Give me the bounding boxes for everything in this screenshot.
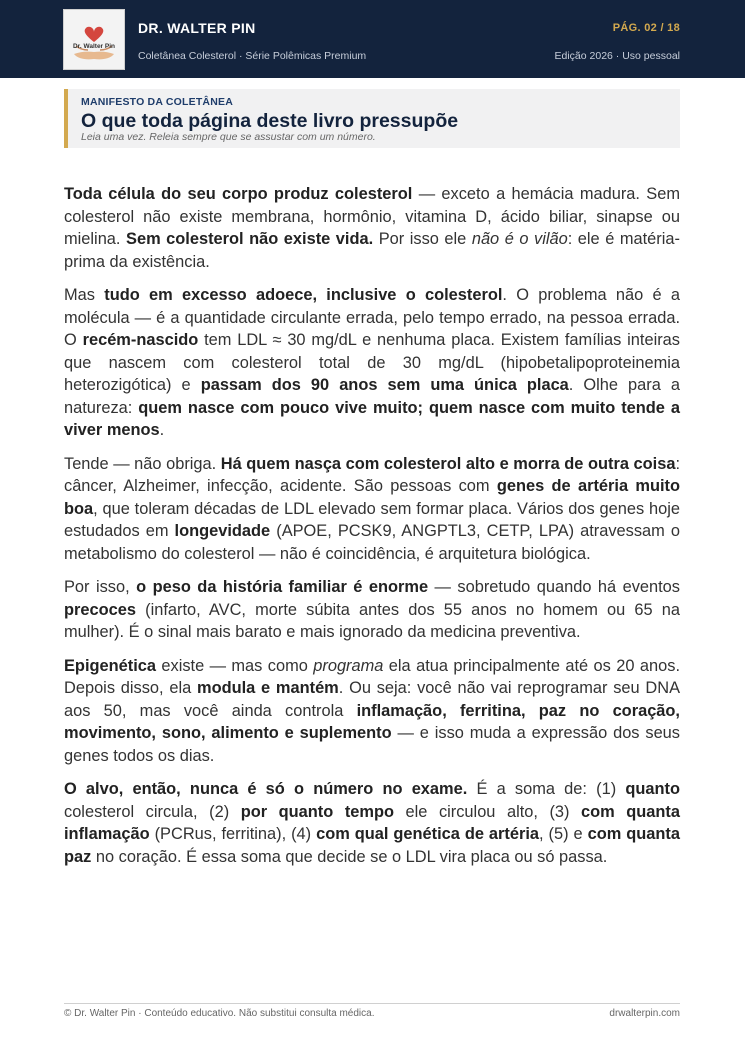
bold-text: modula e mantém [197,679,339,697]
text-run: . O problema não é a molécula — é a quantidade circulante errada, pelo tempo errado, na pessoa errada. O [64,286,680,349]
text-run: Por isso, [64,578,137,596]
text-run: , que toleram décadas de LDL elevado sem formar placa. Vários dos genes hoje estudados em [64,499,680,540]
text-run: (PCRus, ferritina), (4) [149,825,317,843]
text-run: no coração. É essa soma que decide se o LDL vira placa ou só passa. [91,847,608,866]
bold-text: passam dos 90 anos sem uma única placa [200,376,569,394]
text-run: existe — mas como [156,656,314,675]
text-run: — e isso muda a expressão dos seus genes todos os dias. [64,724,680,765]
bold-text: Toda célula do seu corpo produz colesterol [64,185,413,203]
footer-disclaimer: © Dr. Walter Pin · Conteúdo educativo. Não substitui consulta médica. [64,1008,375,1019]
italic-text: programa [313,656,384,675]
manifesto-eyebrow: MANIFESTO DA COLETÂNEA [81,96,233,108]
bold-text: quem nasce com pouco vive muito; quem nasce com muito tende a viver menos [64,398,680,439]
page-indicator: PÁG. 02 / 18 [612,22,680,34]
body-paragraph [64,183,680,273]
bold-text: longevidade [174,522,271,540]
collection-subtitle: Coletânea Colesterol · Série Polêmicas Premium [138,50,367,62]
logo-text: Dr. Walter Pin [72,43,116,50]
body-paragraph [64,778,680,868]
text-run: Por isso ele [373,230,472,248]
text-run: — exceto a hemácia madura. Sem colesterol não existe membrana, hormônio, vitamina D, ácido biliar, sinapse ou mielina. [64,185,681,248]
bold-text: com quanta inflamação [64,802,681,843]
manifesto-title: O que toda página deste livro pressupõe [81,110,459,132]
text-run: , (5) e [539,825,588,843]
text-run: : câncer, Alzheimer, infecção, acidente. São pessoas com [64,454,680,495]
bold-text: precoces [64,600,136,619]
text-run: colesterol circula, (2) [64,802,241,821]
bold-text: Sem colesterol não existe vida. [126,230,374,248]
body-paragraph [64,284,680,442]
text-run: — sobretudo quando há eventos [428,578,680,596]
footer-website: drwalterpin.com [609,1008,680,1019]
text-run: (APOE, PCSK9, ANGPTL3, CETP, LPA) atravessam o metabolismo do colesterol — não é coincidência, é arquitetura biológica. [64,522,680,563]
text-run: É a soma de: (1) [467,780,626,798]
bold-text: Epigenética [64,656,156,675]
manifesto-subtitle: Leia uma vez. Releia sempre que se assustar com um número. [81,131,376,143]
text-run: Mas [64,286,105,304]
text-run: tem LDL ≈ 30 mg/dL e nenhuma placa. Existem famílias inteiras que nascem com colesterol total de 30 mg/dL (hipobetalipoproteinemia heterozigótica) e [64,331,680,394]
heart-in-hands-icon [64,10,124,69]
text-run: . [159,421,165,439]
text-run: : ele é matéria-prima da existência. [64,230,680,271]
body-paragraph [64,453,680,566]
footer-divider [64,1003,680,1004]
bold-text: com quanta paz [64,825,680,866]
author-name: DR. WALTER PIN [138,20,256,36]
text-run: . Olhe para a natureza: [64,376,680,417]
bold-text: tudo em excesso adoece, inclusive o colesterol [104,286,503,304]
bold-text: recém-nascido [82,331,199,349]
bold-text: o peso da história familiar é enorme [136,578,429,596]
italic-text: não é o vilão [471,230,568,248]
edition-label: Edição 2026 · Uso pessoal [554,50,680,62]
text-run: . Ou seja: você não vai reprogramar seu DNA aos 50, mas você ainda controla [64,679,681,720]
text-run: ela atua principalmente até os 20 anos. Depois disso, ela [64,656,680,697]
text-run: Tende — não obriga. [64,454,221,473]
bold-text: O alvo, então, nunca é só o número no exame. [64,780,468,798]
body-paragraph [64,576,680,644]
bold-text: com qual genética de artéria [316,825,540,843]
page-header [0,0,745,78]
text-run: ele circulou alto, (3) [394,802,582,821]
text-run: (infarto, AVC, morte súbita antes dos 55 anos no homem ou 65 na mulher). É o sinal mais barato e mais ignorado da medicina preventiva. [64,600,680,641]
bold-text: quanto [625,780,680,798]
bold-text: por quanto tempo [240,802,394,821]
bold-text: inflamação, ferritina, paz no coração, movimento, sono, alimento e suplemento [64,701,680,742]
bold-text: Há quem nasça com colesterol alto e morra de outra coisa [220,454,676,473]
bold-text: genes de artéria muito boa [64,477,681,518]
manifesto-box [64,89,680,148]
body-paragraph [64,655,680,768]
author-logo [63,9,125,70]
body-text [64,183,680,879]
